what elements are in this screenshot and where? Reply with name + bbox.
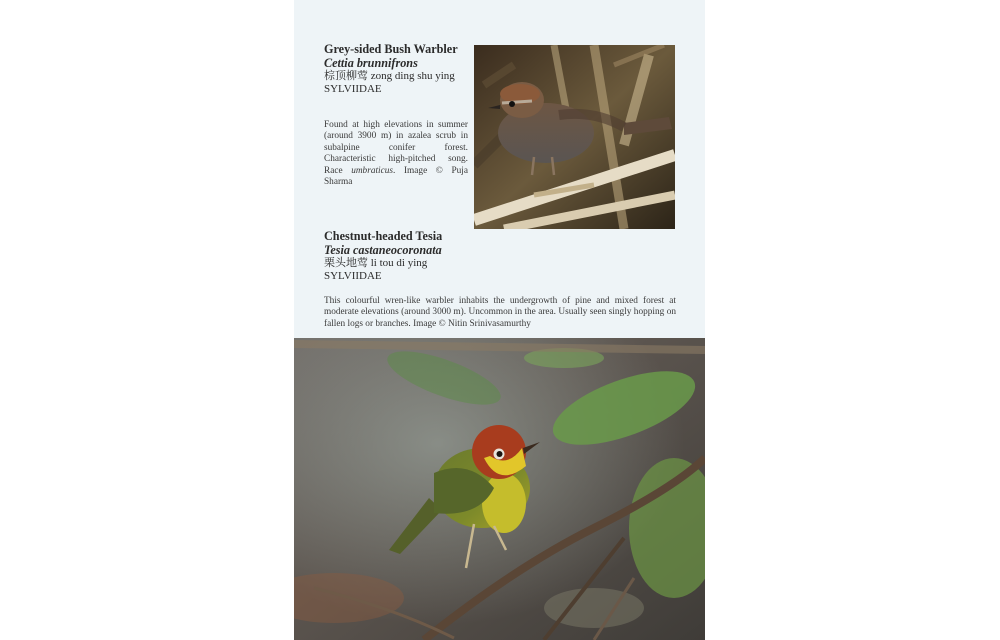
species-1-header xyxy=(324,42,474,96)
book-page xyxy=(294,0,705,640)
species-1-scientific-name: Cettia brunnifrons xyxy=(324,56,418,70)
species-1-desc-credit: . Image © Puja Sharma xyxy=(324,165,468,188)
species-2-scientific-name: Tesia castaneocoronata xyxy=(324,243,442,257)
species-2-family: SYLVIIDAE xyxy=(324,270,382,282)
species-1-description xyxy=(324,120,468,188)
species-2-header xyxy=(324,229,624,283)
tesia-photo xyxy=(294,338,705,640)
species-2-common-name: Chestnut-headed Tesia xyxy=(324,229,443,243)
species-1-desc-race: umbraticus xyxy=(351,165,394,176)
species-1-family: SYLVIIDAE xyxy=(324,83,382,95)
bush-warbler-photo xyxy=(474,45,675,229)
species-1-chinese-name: 棕顶柳莺 zong ding shu ying xyxy=(324,70,455,82)
species-2-chinese-name: 栗头地莺 li tou di ying xyxy=(324,257,428,269)
species-1-desc-text: Found at high elevations in summer (around 3900 m) in azalea scrub in subalpine conifer forest. Characteristic high-pitched song. Race xyxy=(324,120,468,176)
species-1-common-name: Grey-sided Bush Warbler xyxy=(324,42,458,56)
species-2-description: This colourful wren-like warbler inhabits the undergrowth of pine and mixed forest at moderate elevations (around 3000 m). Uncommon in the area. Usually seen singly hopping on fallen logs or branches. Image © Nitin Srinivasamurthy xyxy=(324,296,676,329)
